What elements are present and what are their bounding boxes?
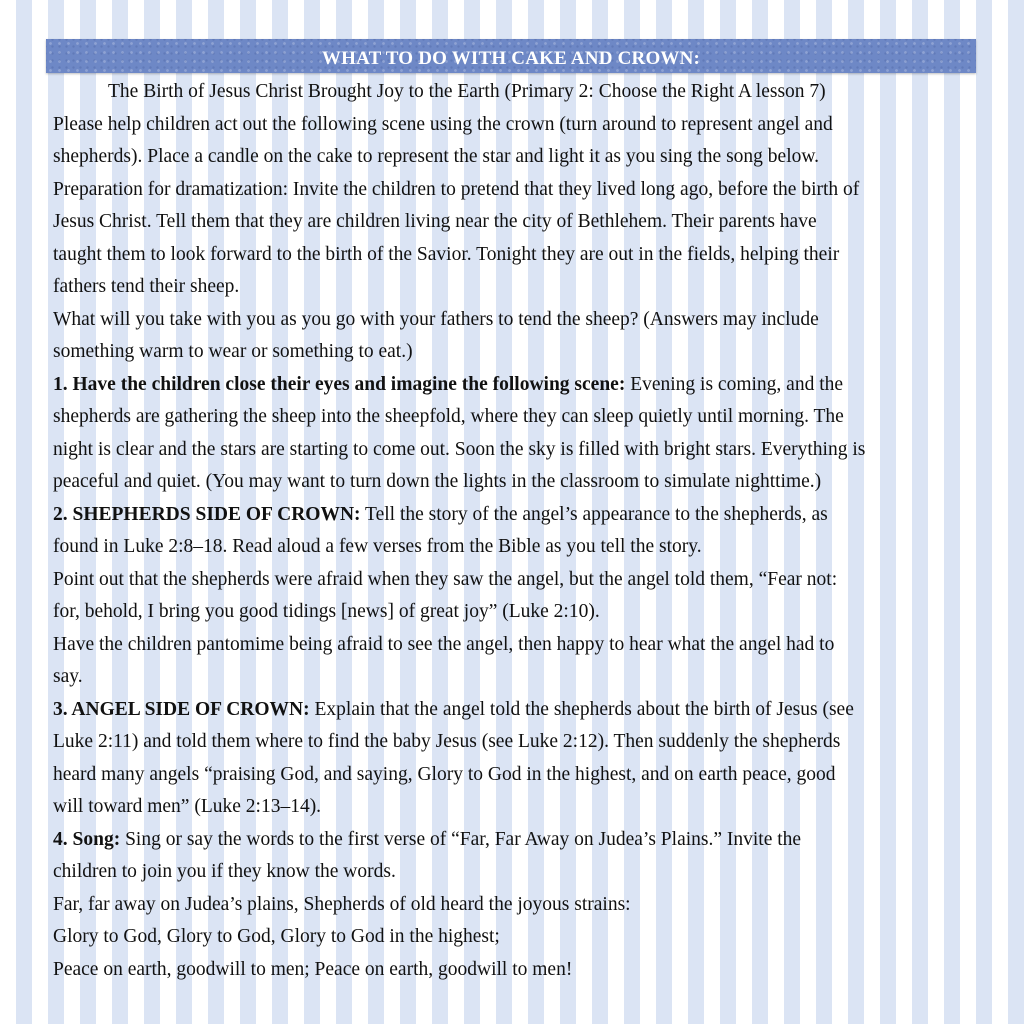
text-line: Preparation for dramatization: Invite the children to pretend that they lived long ago, before the birth of: [53, 178, 860, 200]
text-line: children to join you if they know the words.: [53, 861, 396, 882]
step-2-heading: 2. SHEPHERDS SIDE OF CROWN:: [53, 503, 361, 525]
step-1-line: [53, 369, 983, 402]
title-banner: [46, 39, 976, 73]
song-lyric-line: Glory to God, Glory to God, Glory to God in the highest;: [53, 926, 500, 947]
step-2-text: Tell the story of the angel’s appearance to the shepherds, as: [360, 503, 828, 525]
song-lyric-line: Far, far away on Judea’s plains, Shepherds of old heard the joyous strains:: [53, 893, 631, 915]
step-4-heading: 4. Song:: [53, 828, 121, 850]
lesson-subtitle: The Birth of Jesus Christ Brought Joy to the Earth (Primary 2: Choose the Right A lesson 7): [108, 81, 826, 102]
text-line: Jesus Christ. Tell them that they are children living near the city of Bethlehem. Their parents have: [53, 211, 817, 232]
text-line: for, behold, I bring you good tidings [news] of great joy” (Luke 2:10).: [53, 601, 600, 622]
text-line: Point out that the shepherds were afraid when they saw the angel, but the angel told them, “Fear not:: [53, 568, 838, 590]
text-line: say.: [53, 666, 83, 687]
song-lyric-line: Peace on earth, goodwill to men; Peace on earth, goodwill to men!: [53, 958, 573, 980]
text-line: Please help children act out the following scene using the crown (turn around to represent angel and: [53, 113, 833, 135]
lesson-text: [53, 76, 983, 986]
text-line: shepherds are gathering the sheep into the sheepfold, where they can sleep quietly until morning. The: [53, 406, 844, 427]
text-line: Have the children pantomime being afraid to see the angel, then happy to hear what the angel had to: [53, 633, 835, 655]
step-2-line: [53, 499, 983, 532]
page-title: WHAT TO DO WITH CAKE AND CROWN:: [321, 48, 701, 69]
text-line: What will you take with you as you go with your fathers to tend the sheep? (Answers may include: [53, 308, 819, 330]
text-line: shepherds). Place a candle on the cake to represent the star and light it as you sing the song below.: [53, 146, 820, 167]
step-3-line: [53, 694, 983, 727]
text-line: something warm to wear or something to eat.): [53, 341, 413, 362]
step-1-heading: 1. Have the children close their eyes and imagine the following scene:: [53, 373, 626, 395]
text-line: peaceful and quiet. (You may want to turn down the lights in the classroom to simulate nighttime.): [53, 471, 822, 492]
step-1-text: Evening is coming, and the: [625, 373, 844, 395]
text-line: night is clear and the stars are starting to come out. Soon the sky is filled with bright stars. Everything is: [53, 438, 866, 460]
text-line: Luke 2:11) and told them where to find the baby Jesus (see Luke 2:12). Then suddenly the shepherds: [53, 731, 841, 752]
text-line: heard many angels “praising God, and saying, Glory to God in the highest, and on earth peace, good: [53, 763, 836, 785]
text-line: will toward men” (Luke 2:13–14).: [53, 796, 322, 817]
text-line: fathers tend their sheep.: [53, 276, 240, 297]
text-line: taught them to look forward to the birth of the Savior. Tonight they are out in the fields, helping their: [53, 243, 840, 265]
step-3-heading: 3. ANGEL SIDE OF CROWN:: [53, 698, 310, 720]
step-3-text: Explain that the angel told the shepherds about the birth of Jesus (see: [309, 698, 854, 720]
step-4-text: Sing or say the words to the first verse of “Far, Far Away on Judea’s Plains.” Invite the: [120, 828, 802, 850]
step-4-line: [53, 824, 983, 857]
text-line: found in Luke 2:8–18. Read aloud a few verses from the Bible as you tell the story.: [53, 536, 702, 557]
